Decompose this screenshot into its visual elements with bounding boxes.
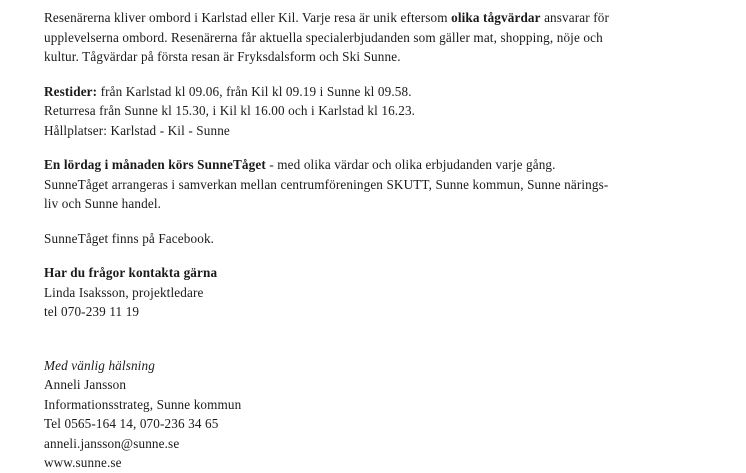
contact-paragraph-line-1 bbox=[44, 263, 706, 283]
text-run: från Karlstad kl 09.06, från Kil kl 09.19 i Sunne kl 09.58. bbox=[97, 83, 412, 99]
text-run: upplevelserna ombord. Resenärerna får aktuella specialerbjudanden som gäller mat, shopping, nöje och bbox=[44, 29, 603, 45]
intro-paragraph bbox=[44, 8, 706, 67]
signature-paragraph-line-2 bbox=[44, 375, 706, 395]
text-run: - med olika värdar och olika erbjudanden varje gång. bbox=[265, 157, 556, 172]
text-run: SunneTåget finns på Facebook. bbox=[44, 230, 215, 246]
text-run: tel 070-239 11 19 bbox=[44, 304, 140, 319]
text-run: Returresa från Sunne kl 15.30, i Kil kl 16.00 och i Karlstad kl 16.23. bbox=[44, 103, 416, 118]
travel-times-paragraph-line-3 bbox=[44, 121, 706, 141]
text-run: Linda Isaksson, projektledare bbox=[44, 284, 204, 300]
contact-paragraph bbox=[44, 263, 706, 322]
text-run: Resenärerna kliver ombord i Karlstad eller Kil. Varje resa är unik eftersom bbox=[44, 10, 452, 25]
facebook-paragraph bbox=[44, 229, 706, 249]
travel-times-paragraph-line-2 bbox=[44, 101, 706, 121]
text-run: ansvarar för bbox=[540, 10, 609, 25]
text-run: Informationsstrateg, Sunne kommun bbox=[44, 396, 242, 412]
saturday-paragraph-line-3 bbox=[44, 194, 706, 214]
text-run: liv och Sunne handel. bbox=[44, 196, 162, 211]
text-run: Tel 0565-164 14, 070-236 34 65 bbox=[44, 416, 219, 431]
intro-paragraph-line-3 bbox=[44, 47, 706, 67]
saturday-paragraph-line-1 bbox=[44, 155, 706, 175]
signature-paragraph bbox=[44, 356, 706, 470]
text-run: olika tågvärdar bbox=[451, 10, 541, 25]
travel-times-paragraph-line-1 bbox=[44, 82, 706, 102]
intro-paragraph-line-2 bbox=[44, 28, 706, 48]
text-run: Hållplatser: Karlstad - Kil - Sunne bbox=[44, 122, 230, 138]
text-run: En lördag i månaden körs SunneTåget bbox=[44, 157, 266, 172]
travel-times-paragraph bbox=[44, 82, 706, 141]
text-run: Restider: bbox=[44, 83, 98, 99]
signature-paragraph-line-6 bbox=[44, 453, 706, 473]
signature-paragraph-line-1 bbox=[44, 356, 706, 376]
text-run: kultur. Tågvärdar på första resan är Fryksdalsform och Ski Sunne. bbox=[44, 49, 401, 64]
signature-paragraph-line-3 bbox=[44, 395, 706, 415]
facebook-paragraph-line-1 bbox=[44, 229, 706, 249]
text-run: SunneTåget arrangeras i samverkan mellan centrumföreningen SKUTT, Sunne kommun, Sunne närings- bbox=[44, 176, 609, 192]
signature-paragraph-line-5 bbox=[44, 434, 706, 454]
text-run: www.sunne.se bbox=[44, 455, 122, 470]
text-run: anneli.jansson@sunne.se bbox=[44, 435, 180, 451]
saturday-paragraph bbox=[44, 155, 706, 214]
text-run: Anneli Jansson bbox=[44, 377, 127, 392]
intro-paragraph-line-1 bbox=[44, 8, 706, 28]
text-run: Har du frågor kontakta gärna bbox=[44, 265, 218, 280]
saturday-paragraph-line-2 bbox=[44, 175, 706, 195]
signature-paragraph-line-4 bbox=[44, 414, 706, 434]
text-run: Med vänlig hälsning bbox=[44, 357, 155, 373]
vertical-spacer bbox=[44, 337, 706, 356]
contact-paragraph-line-3 bbox=[44, 302, 706, 322]
contact-paragraph-line-2 bbox=[44, 283, 706, 303]
